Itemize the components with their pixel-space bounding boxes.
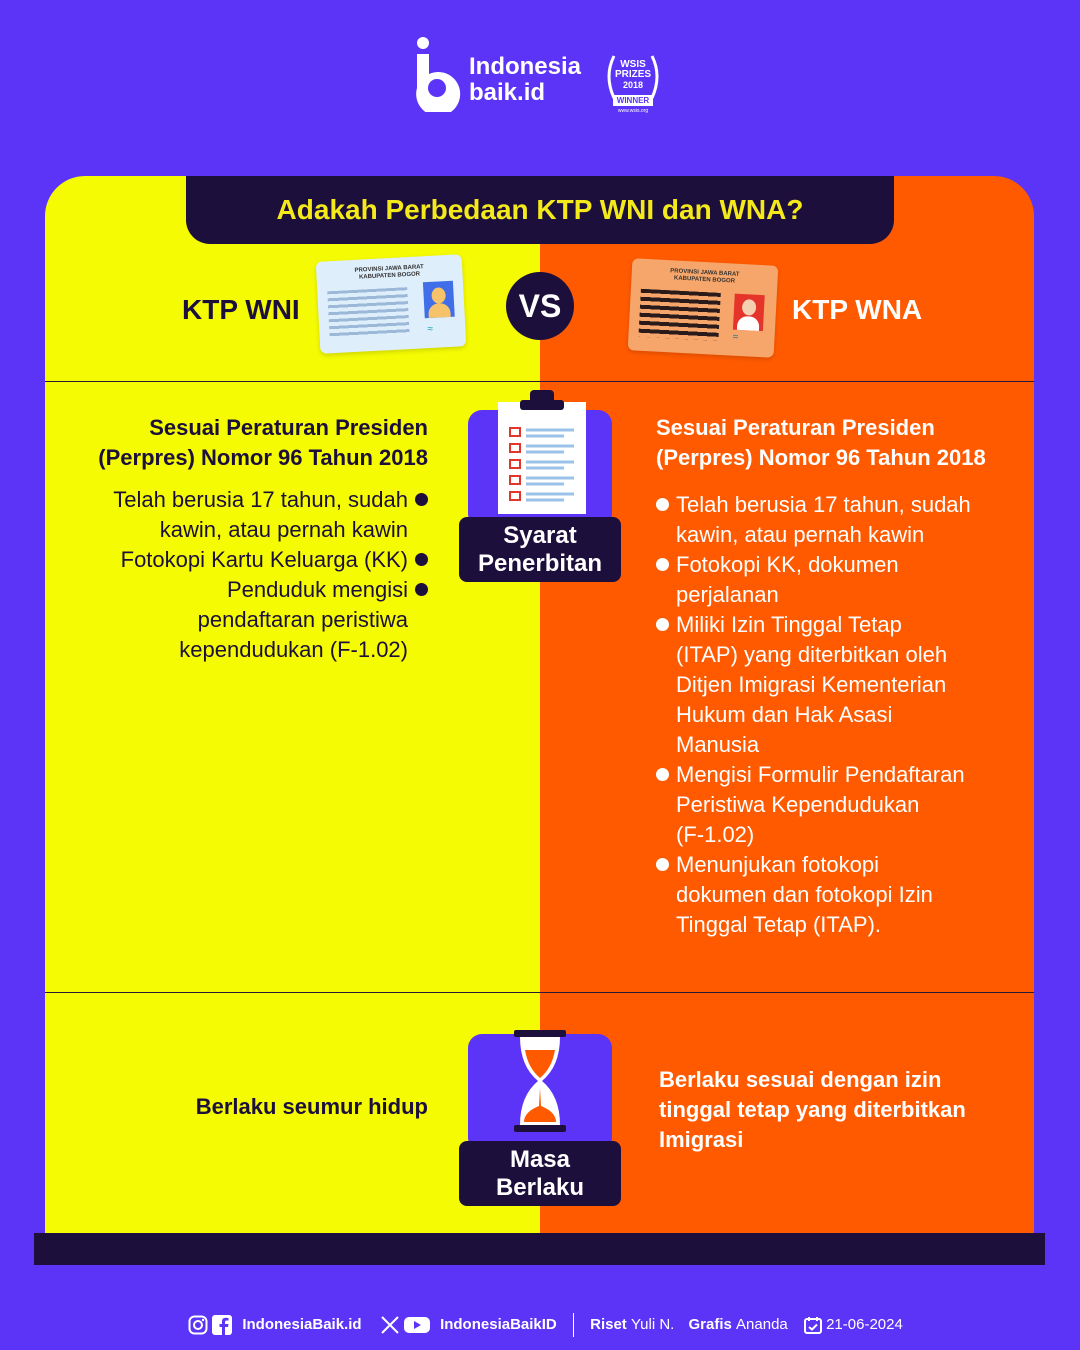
syarat-penerbitan-label	[459, 517, 621, 582]
ktp-wni-card-header: PROVINSI JAWA BARAT KABUPATEN BOGOR	[354, 264, 424, 281]
wni-syarat-list	[60, 485, 408, 665]
list-item-line: dokumen dan fotokopi Izin	[676, 882, 933, 907]
wni-syarat-intro-line-1: Sesuai Peraturan Presiden	[149, 415, 428, 440]
bullet-icon	[656, 558, 669, 571]
list-item-line: Menunjukan fotokopi	[676, 852, 880, 877]
indonesia-baik-logo-icon	[415, 36, 461, 112]
wna-masa-line: tinggal tetap yang diterbitkan	[659, 1097, 966, 1122]
list-item-line: Ditjen Imigrasi Kementerian	[676, 672, 947, 697]
list-item-line: Telah berusia 17 tahun, sudah	[676, 492, 971, 517]
category-line: Masa	[509, 1146, 571, 1173]
list-item	[676, 760, 1016, 850]
ktp-wna-label: KTP WNA	[792, 294, 923, 325]
brand-line-2: baik.id	[469, 79, 546, 106]
brand-name	[469, 54, 581, 106]
vs-badge: VS	[506, 272, 574, 340]
list-item	[60, 545, 408, 575]
award-line-1: WSIS	[620, 59, 646, 70]
footer-riset-label: Riset	[590, 1316, 627, 1334]
category-line: Berlaku	[495, 1174, 585, 1201]
wni-syarat-intro-line-2: (Perpres) Nomor 96 Tahun 2018	[98, 445, 428, 470]
hourglass-icon	[510, 1028, 570, 1134]
ktp-wni-card-illustration	[316, 254, 467, 354]
divider-2	[45, 992, 1034, 993]
award-line-3: 2018	[622, 80, 644, 90]
list-item-line: Penduduk mengisi	[226, 577, 408, 602]
wna-masa-line: Imigrasi	[659, 1127, 744, 1152]
ktp-wni-label: KTP WNI	[182, 294, 300, 325]
brand-logo	[415, 36, 675, 120]
category-line: Penerbitan	[477, 550, 603, 577]
footer-riset-name: Yuli N.	[630, 1316, 675, 1334]
ktp-wni-photo-icon	[423, 281, 455, 319]
list-item-line: Manusia	[676, 732, 760, 757]
award-url: www.wsis.org	[617, 108, 649, 114]
footer	[188, 1310, 903, 1340]
instagram-icon[interactable]	[188, 1315, 208, 1335]
list-item-line: (F-1.02)	[676, 822, 755, 847]
list-item-line: Fotokopi Kartu Keluarga (KK)	[120, 547, 408, 572]
bullet-icon	[415, 493, 428, 506]
footer-grafis-name: Ananda	[736, 1316, 788, 1334]
bullet-icon	[415, 583, 428, 596]
ktp-wni-card-text-lines	[327, 287, 409, 339]
ktp-wna-card-text-lines	[638, 289, 720, 341]
list-item-line: Hukum dan Hak Asasi	[676, 702, 893, 727]
bullet-icon	[656, 858, 669, 871]
bullet-icon	[656, 618, 669, 631]
list-item-line: kawin, atau pernah kawin	[676, 522, 925, 547]
page-title: Adakah Perbedaan KTP WNI dan WNA?	[186, 176, 894, 244]
masa-berlaku-label	[459, 1141, 621, 1206]
list-item-line: (ITAP) yang diterbitkan oleh	[676, 642, 948, 667]
divider-1	[45, 381, 1034, 382]
list-item	[676, 850, 1016, 940]
list-item	[676, 610, 1016, 760]
wna-syarat-intro-line-2: (Perpres) Nomor 96 Tahun 2018	[656, 445, 986, 470]
signature-icon: ≈	[427, 323, 434, 336]
award-winner-ribbon: WINNER	[613, 95, 653, 106]
list-item-line: Telah berusia 17 tahun, sudah	[113, 487, 408, 512]
wna-syarat-intro-line-1: Sesuai Peraturan Presiden	[656, 415, 935, 440]
bullet-icon	[656, 768, 669, 781]
list-item-line: perjalanan	[676, 582, 779, 607]
facebook-icon[interactable]	[212, 1315, 232, 1335]
x-twitter-icon[interactable]	[380, 1315, 400, 1335]
list-item	[676, 550, 1016, 610]
ktp-wna-photo-icon	[733, 294, 765, 332]
list-item-line: Miliki Izin Tinggal Tetap	[676, 612, 902, 637]
wsis-award-badge	[600, 46, 666, 116]
list-item	[60, 485, 408, 545]
list-item-line: Mengisi Formulir Pendaftaran	[676, 762, 965, 787]
list-item-line: Peristiwa Kependudukan	[676, 792, 920, 817]
footer-handle-1[interactable]: IndonesiaBaik.id	[242, 1316, 362, 1334]
list-item-line: kependudukan (F-1.02)	[179, 637, 408, 662]
youtube-icon[interactable]	[404, 1315, 430, 1335]
list-item-line: pendaftaran peristiwa	[197, 607, 408, 632]
list-item-line: kawin, atau pernah kawin	[159, 517, 408, 542]
wna-syarat-list	[676, 490, 1016, 940]
category-line: Syarat	[503, 522, 577, 549]
clipboard-checklist-icon	[490, 388, 590, 518]
wna-masa-berlaku	[659, 1065, 1019, 1155]
ktp-wna-card-header: PROVINSI JAWA BARAT KABUPATEN BOGOR	[670, 268, 740, 285]
bottom-bar	[34, 1233, 1045, 1265]
wna-syarat-section	[656, 413, 1016, 473]
footer-separator	[573, 1313, 574, 1337]
ktp-wna-card-illustration	[628, 258, 779, 358]
wni-masa-berlaku: Berlaku seumur hidup	[195, 1094, 428, 1119]
list-item	[676, 490, 1016, 550]
bullet-icon	[656, 498, 669, 511]
brand-line-1: Indonesia	[469, 53, 582, 80]
wna-masa-line: Berlaku sesuai dengan izin	[659, 1067, 942, 1092]
signature-icon: ≈	[732, 331, 739, 343]
list-item-line: Tinggal Tetap (ITAP).	[676, 912, 882, 937]
wni-syarat-section	[60, 413, 428, 473]
list-item	[60, 575, 408, 665]
award-line-2: PRIZES	[614, 69, 652, 80]
footer-grafis-label: Grafis	[688, 1316, 732, 1334]
list-item-line: Fotokopi KK, dokumen	[676, 552, 899, 577]
calendar-icon	[804, 1316, 822, 1334]
footer-date: 21-06-2024	[826, 1316, 903, 1334]
footer-handle-2[interactable]: IndonesiaBaikID	[440, 1316, 557, 1334]
bullet-icon	[415, 553, 428, 566]
